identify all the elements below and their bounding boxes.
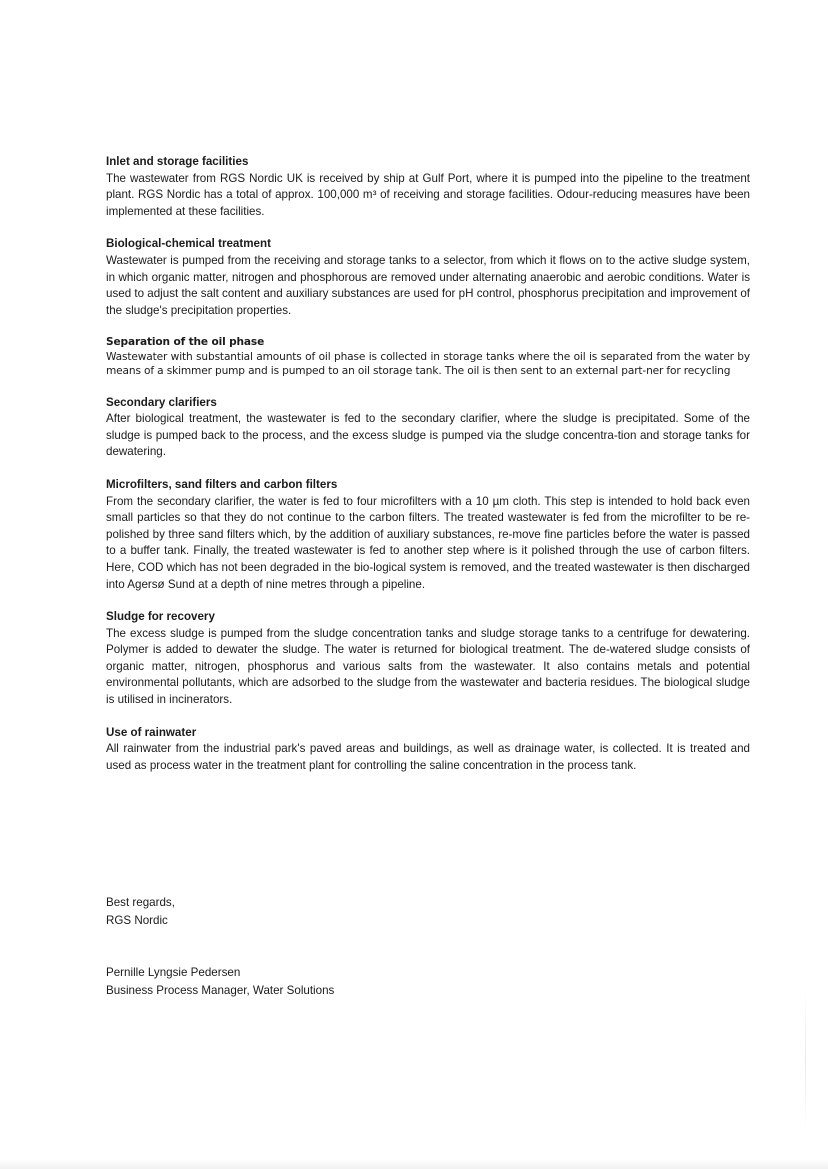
signature-block — [106, 964, 334, 1000]
closing-block — [106, 894, 175, 930]
section-sludge-recovery — [106, 609, 750, 709]
section-heading: Secondary clarifiers — [106, 395, 217, 409]
section-rainwater — [106, 725, 750, 775]
section-body: After biological treatment, the wastewater is fed to the secondary clarifier, where the sludge is precipitated. Some of the sludge is pumped back to the process, and the excess sludge is pumped via the sludge concentra-tion and storage tanks for dewatering. — [106, 412, 750, 459]
section-body: All rainwater from the industrial park's paved areas and buildings, as well as drainage water, is collected. It is treated and used as process water in the treatment plant for controlling the saline concentration in the process tank. — [106, 742, 750, 772]
section-heading: Microfilters, sand filters and carbon filters — [106, 477, 338, 491]
scan-bottom-shade — [0, 1159, 828, 1169]
section-body: The wastewater from RGS Nordic UK is received by ship at Gulf Port, where it is pumped into the pipeline to the treatment plant. RGS Nordic has a total of approx. 100,000 m³ of receiving and storage facilities. Odour-reducing measures have been implemented at these facilities. — [106, 171, 750, 218]
section-body: Wastewater with substantial amounts of oil phase is collected in storage tanks where the oil is separated from the water by means of a skimmer pump and is pumped to an oil storage tank. The oil is then sent to an external part-ner for recycling — [106, 350, 750, 378]
section-body: Wastewater is pumped from the receiving and storage tanks to a selector, from which it flows on to the active sludge system, in which organic matter, nitrogen and phosphorous are removed under alternating anaerobic and aerobic conditions. Water is used to adjust the salt content and auxiliary substances are used for pH control, phosphorus precipitation and improvement of the sludge's precipitation properties. — [106, 253, 750, 317]
section-body: From the secondary clarifier, the water is fed to four microfilters with a 10 µm cloth. This step is intended to hold back even small particles so that they do not continue to the carbon filters. The treated wastewater is fed from the microfilter to be re-polished by three sand filters which, by the addition of auxiliary substances, re-move fine particles before the water is passed to a buffer tank. Finally, the treated wastewater is fed to another step where is it polished through the use of carbon filters. Here, COD which has not been degraded in the bio-logical system is removed, and the treated wastewater is then discharged into Agersø Sund at a depth of nine metres through a pipeline. — [106, 494, 750, 591]
section-oil-separation — [106, 335, 750, 378]
signatory-name: Pernille Lyngsie Pedersen — [106, 966, 241, 979]
company-name: RGS Nordic — [106, 914, 168, 927]
signatory-title: Business Process Manager, Water Solutions — [106, 984, 335, 997]
section-heading: Separation of the oil phase — [106, 336, 265, 349]
section-secondary-clarifiers — [106, 395, 750, 461]
letter-body — [106, 154, 750, 790]
section-filters — [106, 477, 750, 593]
salutation: Best regards, — [106, 896, 175, 909]
section-inlet-storage — [106, 154, 750, 220]
scan-artifact — [805, 990, 806, 1130]
section-heading: Inlet and storage facilities — [106, 155, 249, 168]
section-heading: Sludge for recovery — [106, 610, 215, 624]
section-biological-chemical — [106, 236, 750, 319]
section-heading: Use of rainwater — [106, 725, 197, 739]
section-heading: Biological-chemical treatment — [106, 237, 271, 251]
section-body: The excess sludge is pumped from the sludge concentration tanks and sludge storage tanks to a centrifuge for dewatering. Polymer is added to dewater the sludge. The water is returned for biological treatment. The de-watered sludge consists of organic matter, nitrogen, phosphorus and various salts from the wastewater. It also contains metals and potential environmental pollutants, which are adsorbed to the sludge from the wastewater and bacteria residues. The biological sludge is utilised in incinerators. — [106, 626, 750, 707]
